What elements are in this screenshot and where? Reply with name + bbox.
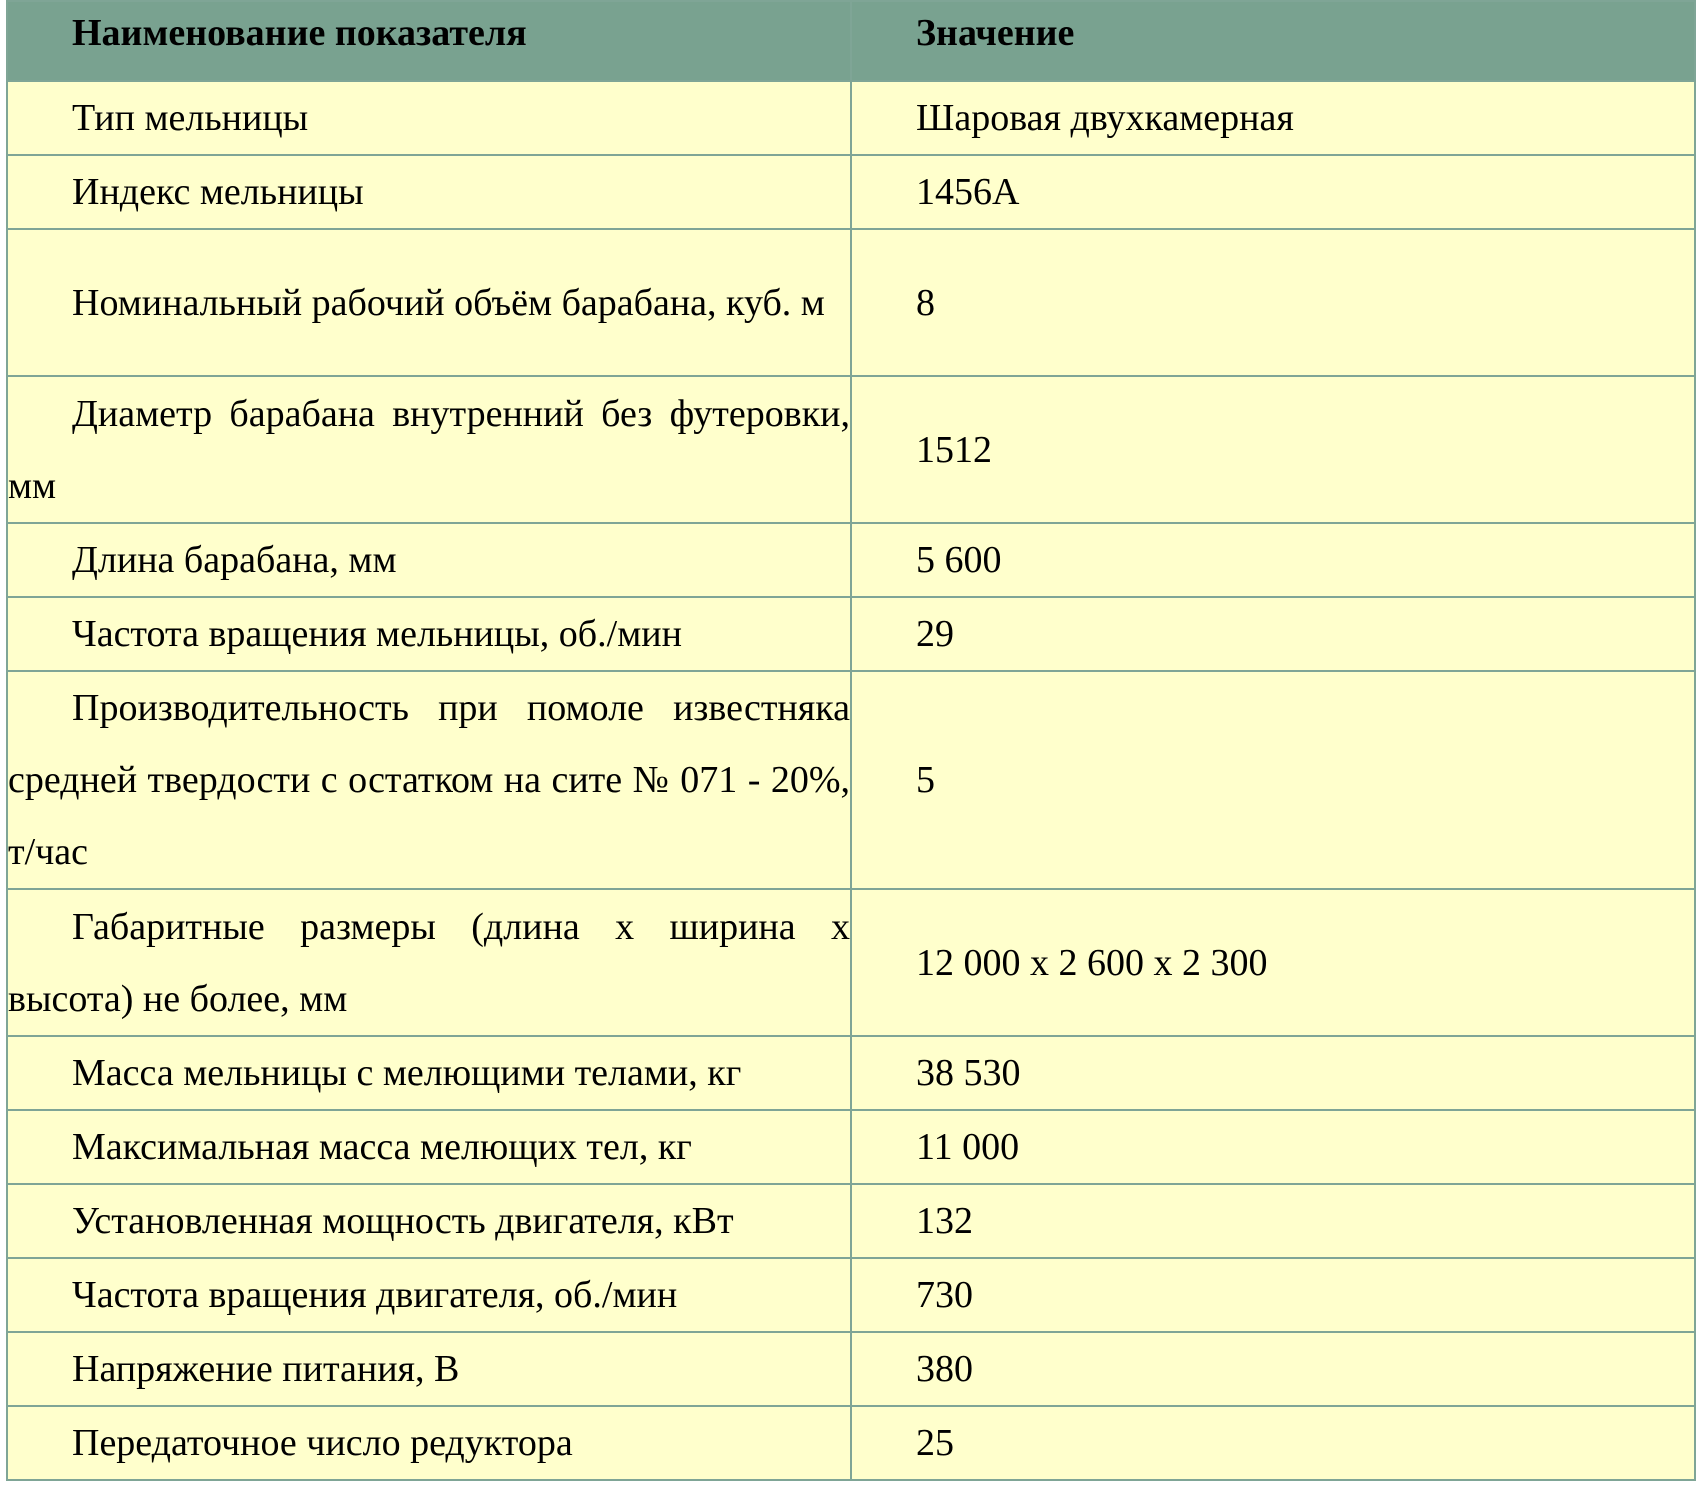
row-name: Максимальная масса мелющих тел, кг — [72, 1126, 692, 1168]
row-name: Габаритные размеры (длина х ширина х высота) не более, мм — [8, 905, 850, 1020]
row-name-cell — [7, 81, 851, 155]
row-name: Установленная мощность двигателя, кВт — [72, 1200, 734, 1242]
row-name-cell — [7, 1406, 851, 1480]
table-row — [7, 229, 1695, 376]
table-row — [7, 597, 1695, 671]
table-row — [7, 1258, 1695, 1332]
row-name: Производительность при помоле известняка средней твердости с остатком на сите № 071 - 20%, т/час — [8, 687, 850, 873]
row-name: Индекс мельницы — [72, 171, 364, 213]
row-value: 8 — [851, 229, 1695, 376]
row-name-cell — [7, 1184, 851, 1258]
row-name: Передаточное число редуктора — [72, 1422, 573, 1464]
row-value: 12 000 х 2 600 х 2 300 — [851, 889, 1695, 1036]
table-row — [7, 1036, 1695, 1110]
row-name: Тип мельницы — [72, 97, 309, 139]
row-value: 25 — [851, 1406, 1695, 1480]
row-name-cell — [7, 229, 851, 376]
table-row — [7, 1406, 1695, 1480]
row-name: Напряжение питания, В — [72, 1348, 460, 1390]
row-value: 1512 — [851, 376, 1695, 523]
row-value: 380 — [851, 1332, 1695, 1406]
row-value: 1456А — [851, 155, 1695, 229]
table-row — [7, 523, 1695, 597]
row-name-cell — [7, 1258, 851, 1332]
row-name: Частота вращения двигателя, об./мин — [72, 1274, 678, 1316]
row-value: 11 000 — [851, 1110, 1695, 1184]
row-value: 38 530 — [851, 1036, 1695, 1110]
row-value: 132 — [851, 1184, 1695, 1258]
row-value: 29 — [851, 597, 1695, 671]
row-name-cell — [7, 376, 851, 523]
row-value: 5 600 — [851, 523, 1695, 597]
row-value: 5 — [851, 671, 1695, 889]
table-row — [7, 1184, 1695, 1258]
row-name-cell — [7, 155, 851, 229]
row-name-cell — [7, 1036, 851, 1110]
table-row — [7, 1332, 1695, 1406]
table-row — [7, 889, 1695, 1036]
table-row — [7, 671, 1695, 889]
column-header-value: Значение — [851, 1, 1695, 81]
table-row — [7, 376, 1695, 523]
table-row — [7, 1110, 1695, 1184]
row-name: Длина барабана, мм — [72, 539, 397, 581]
specifications-table — [6, 0, 1696, 1481]
row-name-cell — [7, 597, 851, 671]
row-name-cell — [7, 523, 851, 597]
table-header-row — [7, 1, 1695, 81]
row-name: Номинальный рабочий объём барабана, куб. м — [72, 281, 825, 324]
row-name: Масса мельницы с мелющими телами, кг — [72, 1052, 742, 1094]
column-header-name: Наименование показателя — [7, 1, 851, 81]
row-name-cell — [7, 1110, 851, 1184]
row-name: Диаметр барабана внутренний без футеровки, мм — [8, 392, 850, 507]
row-value: 730 — [851, 1258, 1695, 1332]
row-value: Шаровая двухкамерная — [851, 81, 1695, 155]
row-name-cell — [7, 1332, 851, 1406]
row-name-cell — [7, 671, 851, 889]
table-row — [7, 155, 1695, 229]
table-row — [7, 81, 1695, 155]
row-name: Частота вращения мельницы, об./мин — [72, 613, 682, 655]
row-name-cell — [7, 889, 851, 1036]
